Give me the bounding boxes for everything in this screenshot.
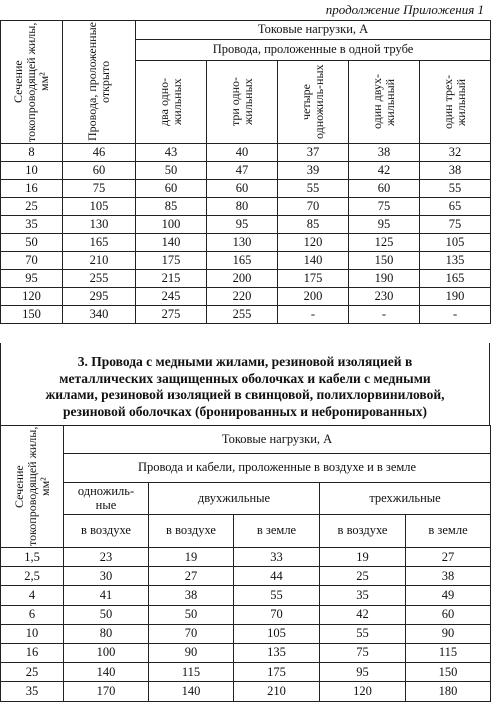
header-two-single-core: два одно-жильных	[136, 61, 207, 144]
table-cell: 165	[63, 234, 136, 252]
table-cell: 38	[406, 567, 491, 586]
table-cell: 210	[234, 682, 320, 701]
table-row	[1, 270, 491, 288]
table-cell: 40	[207, 144, 278, 162]
table-cell: 50	[64, 605, 149, 624]
table-row	[1, 234, 491, 252]
table-cell: 200	[278, 288, 349, 306]
table-cell: 70	[149, 624, 234, 643]
table-cell: 190	[420, 288, 491, 306]
table-cell: 33	[234, 548, 320, 567]
table-cell: 230	[349, 288, 420, 306]
table-cell: 1,5	[1, 548, 64, 567]
table-cell: 115	[149, 663, 234, 682]
table-cell: 120	[320, 682, 406, 701]
table-cell: 80	[207, 198, 278, 216]
table-cell: 135	[420, 252, 491, 270]
table-row	[1, 605, 491, 624]
header-three-in-ground: в земле	[406, 515, 491, 548]
table-cell: 255	[63, 270, 136, 288]
header-section-2: Сечение токопроводящей жилы, мм²	[1, 426, 64, 548]
table-cell: 6	[1, 605, 64, 624]
table-cell: 60	[406, 605, 491, 624]
table-cell: 105	[420, 234, 491, 252]
table-cell: 95	[1, 270, 63, 288]
table-cell: 95	[320, 663, 406, 682]
table-row	[1, 252, 491, 270]
table-cell: 55	[420, 180, 491, 198]
table-cell: 90	[149, 643, 234, 662]
table-cell: 75	[63, 180, 136, 198]
table-row	[1, 643, 491, 662]
table-cell: 85	[136, 198, 207, 216]
header-one-three-core: один трех-жильный	[420, 61, 491, 144]
table-row	[1, 624, 491, 643]
table-cell: 60	[349, 180, 420, 198]
header-two-in-ground: в земле	[234, 515, 320, 548]
table-cell: 150	[406, 663, 491, 682]
table-cell: 50	[1, 234, 63, 252]
table-row	[1, 586, 491, 605]
table-cell: 175	[136, 252, 207, 270]
table-cell: 175	[278, 270, 349, 288]
table-cell: 150	[349, 252, 420, 270]
table-cell: 55	[320, 624, 406, 643]
table-cell: 340	[63, 306, 136, 324]
current-loads-table-air-ground	[0, 425, 491, 702]
table-row	[1, 180, 491, 198]
table-row	[1, 567, 491, 586]
table-cell: 35	[1, 216, 63, 234]
table-cell: 60	[63, 162, 136, 180]
table-cell: 55	[234, 586, 320, 605]
table-cell: 210	[63, 252, 136, 270]
header-air-and-ground: Провода и кабели, проложенные в воздухе и в земле	[64, 454, 491, 483]
table-cell: 85	[278, 216, 349, 234]
table-cell: 38	[420, 162, 491, 180]
table-cell: 42	[349, 162, 420, 180]
header-three-core: трехжильные	[320, 483, 491, 515]
table-row	[1, 216, 491, 234]
table-cell: 8	[1, 144, 63, 162]
table-row	[1, 306, 491, 324]
table-cell: 38	[149, 586, 234, 605]
table-cell: 70	[278, 198, 349, 216]
table-cell: 35	[320, 586, 406, 605]
table-row	[1, 198, 491, 216]
table-cell: 105	[63, 198, 136, 216]
header-in-one-pipe: Провода, проложенные в одной трубе	[136, 40, 491, 61]
table-row	[1, 548, 491, 567]
table-cell: 90	[406, 624, 491, 643]
header-three-in-air: в воздухе	[320, 515, 406, 548]
table-cell: 105	[234, 624, 320, 643]
current-loads-table-pipe	[0, 20, 491, 324]
header-two-core: двухжильные	[149, 483, 320, 515]
table-row	[1, 144, 491, 162]
table-cell: 190	[349, 270, 420, 288]
table-cell: 95	[207, 216, 278, 234]
table-row	[1, 288, 491, 306]
table-cell: -	[278, 306, 349, 324]
table-cell: 295	[63, 288, 136, 306]
table-cell: 125	[349, 234, 420, 252]
table-cell: 27	[149, 567, 234, 586]
table-cell: 38	[349, 144, 420, 162]
table-cell: 75	[349, 198, 420, 216]
header-two-in-air: в воздухе	[149, 515, 234, 548]
table-cell: 175	[234, 663, 320, 682]
table-cell: 215	[136, 270, 207, 288]
table-cell: 165	[207, 252, 278, 270]
table-cell: 130	[207, 234, 278, 252]
table-cell: 43	[136, 144, 207, 162]
table-cell: 140	[278, 252, 349, 270]
table-cell: 49	[406, 586, 491, 605]
table-cell: 19	[320, 548, 406, 567]
table-cell: 50	[149, 605, 234, 624]
header-current-loads-2: Токовые нагрузки, А	[64, 426, 491, 454]
table-cell: 50	[136, 162, 207, 180]
table-cell: 220	[207, 288, 278, 306]
table-cell: 65	[420, 198, 491, 216]
table-cell: 70	[234, 605, 320, 624]
table-cell: 120	[278, 234, 349, 252]
table-cell: 100	[64, 643, 149, 662]
table-row	[1, 663, 491, 682]
table-cell: 39	[278, 162, 349, 180]
table-cell: 180	[406, 682, 491, 701]
header-single-in-air: в воздухе	[64, 515, 149, 548]
header-single-core: одножиль- ные	[64, 483, 149, 515]
table-cell: 60	[207, 180, 278, 198]
table-cell: -	[420, 306, 491, 324]
table-cell: 70	[1, 252, 63, 270]
table-cell: 165	[420, 270, 491, 288]
table-cell: 60	[136, 180, 207, 198]
table-row	[1, 162, 491, 180]
section-3-title: 3. Провода с медными жилами, резиновой изоляцией в металлических защищенных оболочках и кабели с медными жилами, резиновой изоляцией в свинцовой, полихлорвиниловой, резиновой оболочках (бронированных и небронированных)	[0, 343, 490, 425]
table-cell: -	[349, 306, 420, 324]
table-cell: 27	[406, 548, 491, 567]
table-cell: 25	[1, 198, 63, 216]
table-cell: 4	[1, 586, 64, 605]
table-cell: 75	[420, 216, 491, 234]
table-cell: 80	[64, 624, 149, 643]
table-cell: 275	[136, 306, 207, 324]
table-cell: 170	[64, 682, 149, 701]
table-cell: 130	[63, 216, 136, 234]
table-cell: 25	[1, 663, 64, 682]
table-cell: 32	[420, 144, 491, 162]
table-cell: 140	[64, 663, 149, 682]
table-cell: 255	[207, 306, 278, 324]
table-cell: 120	[1, 288, 63, 306]
table-cell: 245	[136, 288, 207, 306]
table-cell: 200	[207, 270, 278, 288]
table-cell: 16	[1, 180, 63, 198]
table-cell: 47	[207, 162, 278, 180]
table-cell: 23	[64, 548, 149, 567]
table-cell: 30	[64, 567, 149, 586]
table-cell: 115	[406, 643, 491, 662]
table-row	[1, 682, 491, 701]
table-cell: 42	[320, 605, 406, 624]
header-one-two-core: один двух-жильный	[349, 61, 420, 144]
table-cell: 46	[63, 144, 136, 162]
table-cell: 140	[136, 234, 207, 252]
table-cell: 16	[1, 643, 64, 662]
header-three-single-core: три одно-жильных	[207, 61, 278, 144]
header-section: Сечение токопроводящей жилы, мм²	[1, 21, 63, 144]
table-cell: 37	[278, 144, 349, 162]
table-cell: 95	[349, 216, 420, 234]
table-cell: 100	[136, 216, 207, 234]
table-cell: 140	[149, 682, 234, 701]
table-cell: 2,5	[1, 567, 64, 586]
table-cell: 55	[278, 180, 349, 198]
table-cell: 35	[1, 682, 64, 701]
continuation-note: продолжение Приложения 1	[325, 2, 484, 17]
table-cell: 10	[1, 162, 63, 180]
header-four-single-core: четыре одножиль-ных	[278, 61, 349, 144]
table-cell: 19	[149, 548, 234, 567]
header-current-loads: Токовые нагрузки, А	[136, 21, 491, 40]
table-cell: 135	[234, 643, 320, 662]
header-open-laid: Провода, проложенные открыто	[63, 21, 136, 144]
table-cell: 75	[320, 643, 406, 662]
table-cell: 25	[320, 567, 406, 586]
table-cell: 41	[64, 586, 149, 605]
table-cell: 44	[234, 567, 320, 586]
table-cell: 10	[1, 624, 64, 643]
table-cell: 150	[1, 306, 63, 324]
